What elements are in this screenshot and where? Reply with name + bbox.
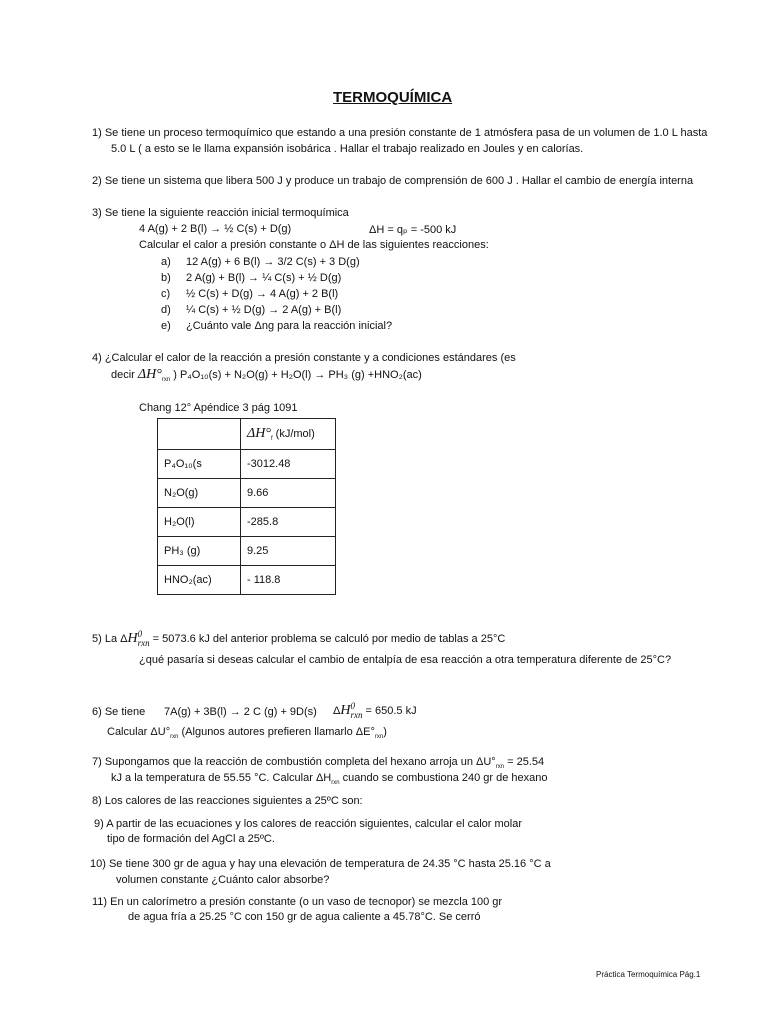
question-10-line-2: volumen constante ¿Cuánto calor absorbe? [116,874,330,886]
question-3-item-text: ¼ C(s) + ½ D(g) → 2 A(g) + B(l) [186,304,342,316]
table-header-unit: (kJ/mol) [272,427,315,440]
question-5-prefix: 5) La Δ [92,632,128,645]
table-cell-compound: P₄O₁₀(s [158,450,241,479]
rxn-subscript: rxn [331,780,340,787]
table-header-row [158,419,336,450]
table-cell-compound: PH₃ (g) [158,537,241,566]
table-cell-compound: H₂O(l) [158,508,241,537]
table-cell-value: -285.8 [241,508,336,537]
page-footer: Práctica Termoquímica Pág.1 [596,970,701,979]
question-4-reaction: ) P₄O₁₀(s) + N₂O(g) + H₂O(l) → PH₃ (g) +HNO₂(ac) [170,369,422,381]
question-3-item-text: ½ C(s) + D(g) → 4 A(g) + 2 B(l) [186,288,339,300]
question-9-line-2: tipo de formación del AgCl a 25ºC. [107,833,275,845]
enthalpy-symbol: H [340,702,351,718]
rxn-subscript: rxn [170,734,179,741]
question-4-line-1: 4) ¿Calcular el calor de la reacción a presión constante y a condiciones estándares (es [92,352,516,364]
question-6-line-2 [107,726,387,740]
enthalpy-subscript: f [270,436,273,443]
question-1-line-2: 5.0 L ( a esto se le llama expansión isobárica . Hallar el trabajo realizado en Joules y en calorías. [111,143,584,155]
enthalpy-symbol: ΔH° [247,425,271,441]
question-3-item-label: e) [161,320,171,332]
question-4-line-2 [111,367,422,383]
question-11-line-2: de agua fría a 25.25 °C con 150 gr de agua caliente a 45.78°C. Se cerró [128,911,481,923]
table-cell-value: 9.25 [241,537,336,566]
question-5-line-2: ¿qué pasaría si deseas calcular el cambio de entalpía de esa reacción a otra temperatura diferente de 25°C? [139,654,672,666]
question-3-item-text: 2 A(g) + B(l) → ¼ C(s) + ½ D(g) [186,272,342,284]
question-3-reaction: 4 A(g) + 2 B(l) → ½ C(s) + D(g) [139,223,292,235]
table-row [158,508,336,537]
enthalpy-subscript: rxn [137,638,150,648]
table-row [158,537,336,566]
question-6-reaction: 7A(g) + 3B(l) → 2 C (g) + 9D(s) [164,706,317,718]
question-6-note: (Algunos autores prefieren llamarlo ΔE° [178,726,375,738]
question-7-text: 7) Supongamos que la reacción de combustión completa del hexano arroja un ΔU° [92,756,496,768]
question-6-close: ) [383,726,387,738]
question-8: 8) Los calores de las reacciones siguientes a 25ºC son: [92,795,363,807]
enthalpy-symbol: H [127,630,138,646]
question-3-item-text: 12 A(g) + 6 B(l) → 3/2 C(s) + 3 D(g) [186,256,360,268]
question-3-intro: 3) Se tiene la siguiente reacción inicial termoquímica [92,207,349,219]
question-3-item-label: d) [161,304,171,316]
table-row [158,566,336,595]
table-cell-compound: N₂O(g) [158,479,241,508]
question-7-text-2: kJ a la temperatura de 55.55 °C. Calcular ΔH [111,772,332,784]
enthalpy-superscript: 0 [137,629,143,639]
question-6-value: = 650.5 kJ [362,704,417,717]
question-5-line-1 [92,630,505,648]
question-3-enthalpy: ΔH = qₚ = -500 kJ [369,224,457,236]
enthalpy-superscript: 0 [350,701,355,711]
question-1-line-1: 1) Se tiene un proceso termoquímico que estando a una presión constante de 1 atmósfera pasa de un volumen de 1.0 L hasta [92,127,708,139]
formation-enthalpy-table [157,418,336,595]
table-row [158,479,336,508]
table-cell-value: -3012.48 [241,450,336,479]
enthalpy-symbol: ΔH° [137,367,162,382]
question-6-calc: Calcular ΔU° [107,726,171,738]
enthalpy-subscript: rxn [350,710,363,720]
question-4-decir: decir [111,369,135,381]
enthalpy-subscript: rxn [161,377,171,384]
rxn-subscript: rxn [495,764,505,771]
question-11-line-1: 11) En un calorímetro a presión constante (o un vaso de tecnopor) se mezcla 100 gr [92,896,503,908]
question-7-text-3: cuando se combustiona 240 gr de hexano [339,772,548,784]
question-7-line-1 [92,756,544,770]
rxn-subscript: rxn [374,734,384,741]
question-7-line-2 [111,772,548,786]
table-cell-value: - 118.8 [241,566,336,595]
question-2: 2) Se tiene un sistema que libera 500 J y produce un trabajo de comprensión de 600 J . Hallar el cambio de energía interna [92,175,694,187]
page-title: TERMOQUÍMICA [333,89,453,106]
table-header-enthalpy [241,419,336,450]
question-3-item-label: b) [161,272,171,284]
table-cell-value: 9.66 [241,479,336,508]
question-6-enthalpy [333,702,417,720]
question-3-item-label: c) [161,288,171,300]
question-6-delta: Δ [333,704,341,717]
question-3-item-text: ¿Cuánto vale Δng para la reacción inicial? [186,320,393,332]
table-cell-compound: HNO₂(ac) [158,566,241,595]
question-9-line-1: 9) A partir de las ecuaciones y los calores de reacción siguientes, calcular el calor molar [94,818,522,830]
question-3-item-label: a) [161,256,171,268]
question-3-ask: Calcular el calor a presión constante o ΔH de las siguientes reacciones: [139,239,489,251]
question-7-value: = 25.54 [504,756,545,768]
question-6-prefix: 6) Se tiene [92,706,146,718]
table-row [158,450,336,479]
question-10-line-1: 10) Se tiene 300 gr de agua y hay una elevación de temperatura de 24.35 °C hasta 25.16 °C a [90,858,551,870]
question-5-rest: = 5073.6 kJ del anterior problema se calculó por medio de tablas a 25°C [149,632,506,645]
table-header-empty [158,419,241,450]
table-source: Chang 12° Apéndice 3 pág 1091 [139,402,298,414]
